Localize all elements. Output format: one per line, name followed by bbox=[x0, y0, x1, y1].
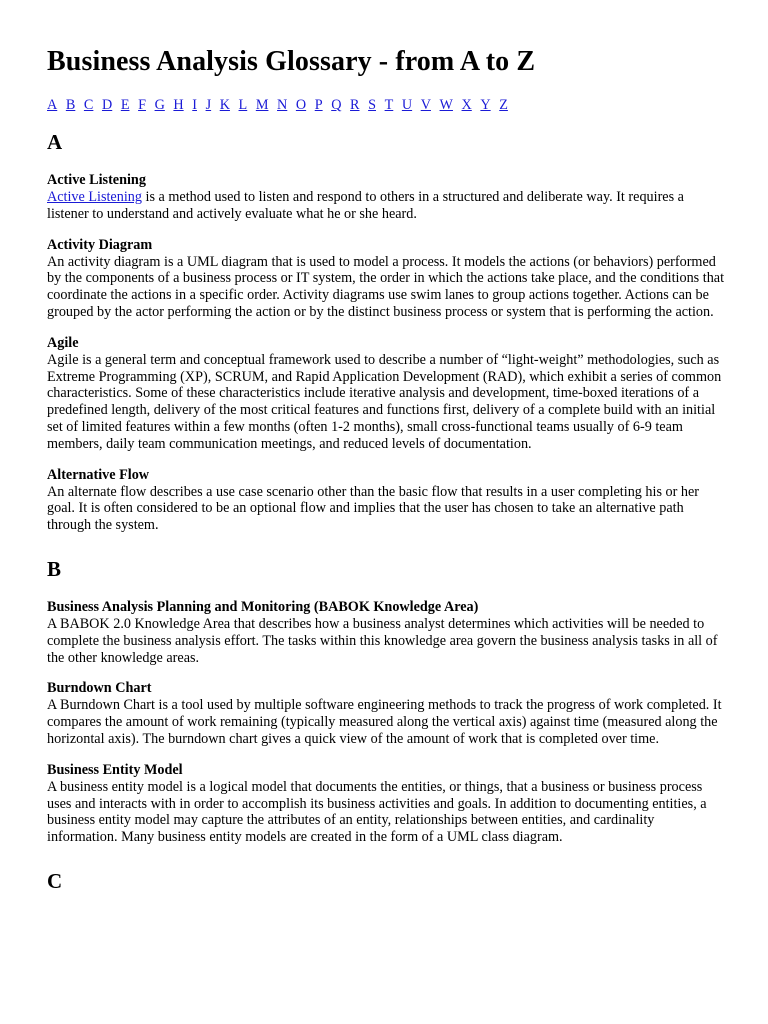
definition-text: is a method used to listen and respond to others in a structured and deliberate way. It requires a listener to understand and actively evaluate what he or she heard. bbox=[47, 189, 684, 222]
letter-link-s[interactable]: S bbox=[368, 97, 376, 113]
letter-link-p[interactable]: P bbox=[314, 97, 323, 113]
letter-link-v[interactable]: V bbox=[420, 97, 431, 113]
section-heading-b: B bbox=[47, 556, 62, 581]
letter-link-c[interactable]: C bbox=[83, 97, 94, 113]
letter-link-g[interactable]: G bbox=[154, 97, 165, 113]
term-definition: An activity diagram is a UML diagram that is used to model a process. It models the actions (or behaviors) performed by the components of a business process or IT system, the order in which the actions take place, and the conditions that coordinate the actions in a specific order. Activity diagrams use swim lanes to group actions together. Actions can be grouped by the actor performing the action or by the distinct business process or system that is performing the action. bbox=[47, 253, 725, 320]
term-definition: A Burndown Chart is a tool used by multiple software engineering methods to track the progress of work completed. It compares the amount of work remaining (typically measured along the vertical axis) against time (measured along the horizontal axis). The burndown chart gives a quick view of the amount of work that is completed over time. bbox=[47, 697, 722, 747]
term-title: Business Entity Model bbox=[47, 761, 183, 778]
term-title: Active Listening bbox=[47, 172, 146, 188]
term-title: Burndown Chart bbox=[47, 680, 152, 697]
active-listening-link[interactable]: Active Listening bbox=[47, 189, 142, 205]
term-title: Alternative Flow bbox=[47, 466, 150, 483]
term-title: Business Analysis Planning and Monitoring (BABOK Knowledge Area) bbox=[47, 598, 479, 615]
term-definition: An alternate flow describes a use case scenario other than the basic flow that results in a user completing his or her goal. It is often considered to be an optional flow and implies that the user has chosen to take an alternative path through the system. bbox=[47, 483, 700, 534]
term-burndown-chart bbox=[47, 680, 728, 747]
term-title: Activity Diagram bbox=[47, 236, 153, 253]
letter-link-h[interactable]: H bbox=[173, 97, 184, 113]
letter-link-i[interactable]: I bbox=[192, 97, 197, 113]
term-active-listening bbox=[47, 172, 728, 223]
letter-link-a[interactable]: A bbox=[47, 97, 58, 113]
term-definition: A BABOK 2.0 Knowledge Area that describes how a business analyst determines which activities will be needed to complete the business analysis effort. The tasks within this knowledge area govern the business analysis tasks in all of the other knowledge areas. bbox=[47, 615, 718, 666]
term-definition: A business entity model is a logical model that documents the entities, or things, that a business or business process uses and interacts with in order to accomplish its business activities and goals. In addition to documenting entities, a business entity model may capture the attributes of an entity, relationships between entities, and cardinality information. Many business entity models are created in the form of a UML class diagram. bbox=[47, 778, 707, 846]
term-agile bbox=[47, 335, 728, 453]
letter-link-y[interactable]: Y bbox=[480, 97, 491, 113]
letter-link-r[interactable]: R bbox=[350, 97, 360, 113]
letter-link-m[interactable]: M bbox=[255, 97, 269, 113]
page-title: Business Analysis Glossary - from A to Z bbox=[47, 46, 536, 77]
term-title: Agile bbox=[47, 334, 79, 351]
alphabet-nav bbox=[47, 96, 728, 114]
letter-link-o[interactable]: O bbox=[295, 97, 307, 113]
letter-link-t[interactable]: T bbox=[384, 97, 394, 113]
letter-link-q[interactable]: Q bbox=[331, 97, 342, 113]
term-alternative-flow bbox=[47, 467, 728, 534]
letter-link-u[interactable]: U bbox=[401, 97, 413, 113]
term-business-entity-model bbox=[47, 762, 728, 846]
term-definition bbox=[47, 189, 728, 223]
letter-link-l[interactable]: L bbox=[238, 97, 248, 113]
letter-link-e[interactable]: E bbox=[120, 97, 130, 113]
term-definition: Agile is a general term and conceptual framework used to describe a number of “light-weight” methodologies, such as Extreme Programming (XP), SCRUM, and Rapid Application Development (RAD), which exhibit a series of common characteristics. Some of these characteristics include iterative analysis and development, time-boxed iterations of a predefined length, delivery of the most critical features and functions first, delivery of a complete build with an initial set of limited features within a few months (often 1-2 months), small cross-functional teams usually of 6-9 team members, daily team communication meetings, and reduced levels of documentation. bbox=[47, 351, 722, 452]
letter-link-f[interactable]: F bbox=[138, 97, 146, 113]
letter-link-d[interactable]: D bbox=[101, 97, 113, 113]
letter-link-z[interactable]: Z bbox=[499, 97, 508, 113]
term-business-analysis-planning bbox=[47, 599, 728, 666]
letter-link-x[interactable]: X bbox=[461, 97, 472, 113]
letter-link-n[interactable]: N bbox=[277, 97, 288, 113]
section-heading-c: C bbox=[47, 868, 63, 893]
letter-link-w[interactable]: W bbox=[439, 97, 453, 113]
letter-link-j[interactable]: J bbox=[205, 97, 212, 113]
letter-link-k[interactable]: K bbox=[219, 97, 230, 113]
letter-link-b[interactable]: B bbox=[65, 97, 76, 113]
section-heading-a: A bbox=[47, 130, 63, 154]
term-activity-diagram bbox=[47, 237, 728, 321]
